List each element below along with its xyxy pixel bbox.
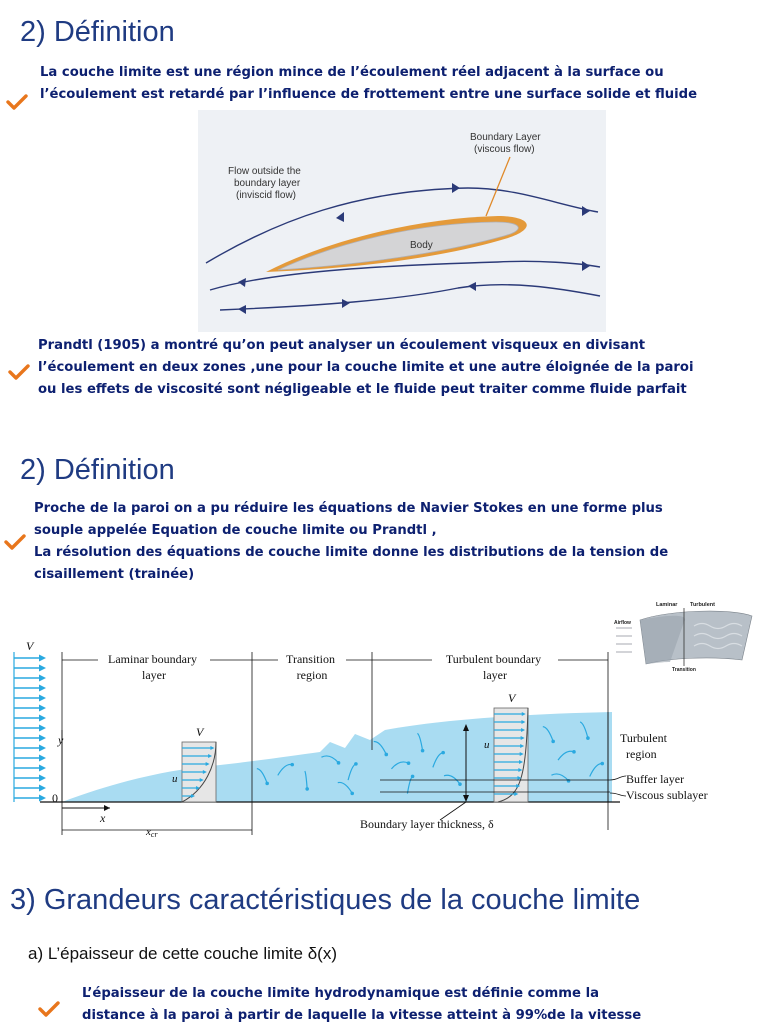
arrow-head-icon xyxy=(39,735,46,742)
figure-background xyxy=(198,110,606,332)
para-line: distance à la paroi à partir de laquelle la vitesse atteint à 99%de la vitesse xyxy=(82,1008,642,1023)
arrow-head-icon xyxy=(458,782,462,786)
arrow-head-icon xyxy=(39,795,46,802)
arrow-head-icon xyxy=(39,715,46,722)
arrow-head-icon xyxy=(39,705,46,712)
velocity-label: V xyxy=(26,639,34,653)
transition-label: Transition region xyxy=(286,652,335,682)
xcr-label: xcr xyxy=(146,826,158,839)
profile-velocity-label: V xyxy=(196,725,204,739)
checkmark-icon xyxy=(38,1001,60,1017)
wing-transition-inset xyxy=(610,598,766,674)
arrow-head-icon xyxy=(39,775,46,782)
arrow-head-icon xyxy=(39,725,46,732)
arrow-head-icon xyxy=(567,779,571,783)
buffer-leader xyxy=(610,776,626,780)
arrow-head-icon xyxy=(39,755,46,762)
para-line: souple appelée Equation de couche limite ou Prandtl , xyxy=(34,523,437,538)
arrow-head-icon xyxy=(39,685,46,692)
inset-airflow-label: Airflow xyxy=(614,620,631,626)
arrow-head-icon xyxy=(586,736,590,740)
laminar-label: Laminar boundary layer xyxy=(108,652,197,682)
body-label: Body xyxy=(410,240,433,251)
arrow-head-icon xyxy=(384,753,388,757)
para-line: La résolution des équations de couche limite donne les distributions de la tension de xyxy=(34,545,669,560)
checkmark-icon xyxy=(4,534,26,550)
section-3-title: 3) Grandeurs caractéristiques de la couche limite xyxy=(10,884,641,916)
arrow-head-icon xyxy=(407,761,411,765)
x-axis-label: x xyxy=(100,811,106,825)
definition-paragraph-1 xyxy=(40,62,735,106)
airfoil-figure xyxy=(198,110,606,332)
inset-turbulent-label: Turbulent xyxy=(690,602,715,608)
viscous-sublayer-label: Viscous sublayer xyxy=(626,788,708,802)
y-axis-label: y xyxy=(58,733,64,747)
profile-velocity-label: V xyxy=(508,691,516,705)
arrow-head-icon xyxy=(551,740,555,744)
arrow-head-icon xyxy=(600,762,604,766)
definition-paragraph-3 xyxy=(34,498,749,586)
para-line: Proche de la paroi on a pu réduire les équations de Navier Stokes en une forme plus xyxy=(34,501,663,516)
boundary-layer-label: Boundary Layer (viscous flow) xyxy=(470,132,541,155)
arrow-head-icon xyxy=(39,785,46,792)
viscous-leader xyxy=(610,793,626,796)
definition-paragraph-2 xyxy=(38,335,743,401)
para-line: l’écoulement en deux zones ,une pour la couche limite et une autre éloignée de la paroi xyxy=(38,360,694,375)
checkmark-icon xyxy=(6,94,28,110)
inset-transition-label: Transition xyxy=(672,667,696,673)
arrow-head-icon xyxy=(441,751,445,755)
section-1-title: 2) Définition xyxy=(20,16,175,48)
thickness-label: Boundary layer thickness, δ xyxy=(360,817,494,831)
arrow-head-icon xyxy=(305,787,309,791)
arrow-head-icon xyxy=(572,750,576,754)
para-line: Prandtl (1905) a montré qu’on peut analyser un écoulement visqueux en divisant xyxy=(38,338,646,353)
arrow-head-icon xyxy=(39,665,46,672)
para-line: ou les effets de viscosité sont négligeable et le fluide peut traiter comme fluide parfait xyxy=(38,382,687,397)
origin-label: 0 xyxy=(52,791,58,805)
outside-flow-label: Flow outside the boundary layer (inviscid flow) xyxy=(228,166,301,201)
checkmark-icon xyxy=(8,364,30,380)
arrow-head-icon xyxy=(354,762,358,766)
para-line: cisaillement (trainée) xyxy=(34,567,195,582)
arrow-head-icon xyxy=(337,761,341,765)
arrow-head-icon xyxy=(39,765,46,772)
inset-laminar-label: Laminar xyxy=(656,602,678,608)
fluid-region xyxy=(62,712,612,802)
profile-u-label: u xyxy=(484,739,490,751)
para-line: l’écoulement est retardé par l’influence de frottement entre une surface solide et fluide xyxy=(40,87,698,102)
arrow-head-icon xyxy=(265,782,269,786)
freestream-arrows xyxy=(14,652,46,802)
arrow-head-icon xyxy=(421,749,425,753)
subsection-title: a) L’épaisseur de cette couche limite δ(x) xyxy=(28,944,337,963)
arrow-head-icon xyxy=(411,775,415,779)
thickness-definition-paragraph xyxy=(82,983,692,1027)
arrow-head-icon xyxy=(39,675,46,682)
arrow-head-icon xyxy=(39,655,46,662)
para-line: La couche limite est une région mince de l’écoulement réel adjacent à la surface ou xyxy=(40,65,664,80)
arrow-head-icon xyxy=(39,745,46,752)
arrow-head-icon xyxy=(350,792,354,796)
para-line: L’épaisseur de la couche limite hydrodynamique est définie comme la xyxy=(82,986,599,1001)
turbulent-region-label: Turbulent region xyxy=(620,731,667,761)
buffer-layer-label: Buffer layer xyxy=(626,772,685,786)
arrow-head-icon xyxy=(290,763,294,767)
profile-u-label: u xyxy=(172,773,178,785)
turbulent-label: Turbulent boundary layer xyxy=(445,652,542,682)
section-2-title: 2) Définition xyxy=(20,454,175,486)
arrow-head-icon xyxy=(39,695,46,702)
